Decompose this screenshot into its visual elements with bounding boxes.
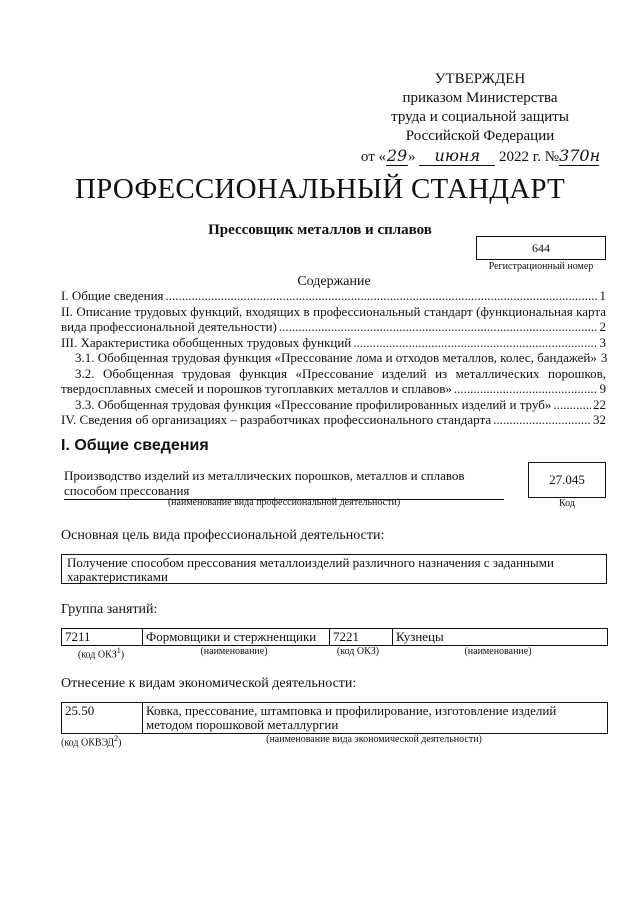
okved-code: 25.50	[62, 703, 143, 734]
approval-line: приказом Министерства	[402, 90, 558, 106]
approval-block	[340, 70, 620, 167]
goal-box: Получение способом прессования металлоизделий различного назначения с заданными характеристиками	[61, 554, 607, 584]
order-number: 370н	[559, 146, 601, 165]
toc-item[interactable]: 3.3. Обобщенная трудовая функция «Прессование профилированных изделий и труб» ..... 22	[61, 397, 606, 413]
registration-number-box: 644	[476, 236, 606, 260]
toc-item[interactable]: IV. Сведения об организациях – разработчиках профессионального стандарта ..... 32	[61, 412, 606, 428]
caption-okz-name: (наименование)	[464, 646, 532, 657]
goal-label: Основная цель вида профессиональной деятельности:	[61, 528, 385, 543]
occupation-name: Кузнецы	[393, 629, 608, 646]
toc-item[interactable]: вида профессиональной деятельности) ..... 2	[61, 319, 606, 335]
caption-okz-code: (код ОКЗ$^1$)	[77, 646, 125, 661]
occupation-group-label: Группа занятий:	[61, 602, 158, 617]
table-row	[62, 703, 608, 734]
occupation-code: 7211	[62, 629, 143, 646]
activity-caption: (наименование вида профессиональной деятельности)	[167, 497, 401, 508]
caption-okz-code: (код ОКЗ)	[336, 646, 380, 657]
approval-date: от «29» июня 2022 г. №370н	[360, 146, 601, 165]
okved-label: Отнесение к видам экономической деятельности:	[61, 676, 357, 691]
standard-name: Прессовщик металлов и сплавов	[208, 222, 432, 238]
code-caption: Код	[559, 498, 575, 509]
toc-item[interactable]: 3.1. Обобщенная трудовая функция «Прессование лома и отходов металлов, колес, бандажей» 3	[75, 350, 608, 365]
caption-okved-code: (код ОКВЭД$^2$)	[61, 734, 122, 749]
toc-item[interactable]: 3.2. Обобщенная трудовая функция «Прессование изделий из металлических порошков,	[75, 365, 606, 381]
toc-item[interactable]: III. Характеристика обобщенных трудовых функций ..... 3	[61, 335, 606, 351]
approval-line: труда и социальной защиты	[391, 109, 569, 125]
caption-okz-name: (наименование)	[200, 646, 268, 657]
date-year: 2022 г. №	[499, 149, 560, 165]
occupation-table	[61, 628, 608, 646]
occupation-code: 7221	[330, 629, 393, 646]
registration-caption: Регистрационный номер	[488, 261, 594, 272]
document-title: ПРОФЕССИОНАЛЬНЫЙ СТАНДАРТ	[75, 173, 565, 205]
approval-line: УТВЕРЖДЕН	[434, 71, 526, 87]
caption-okved-name: (наименование вида экономической деятельности)	[266, 734, 482, 745]
approval-line: Российской Федерации	[405, 128, 555, 144]
toc-item[interactable]: твердосплавных смесей и порошков тугоплавких металлов и сплавов» ..... 9	[61, 381, 606, 397]
toc-item[interactable]: II. Описание трудовых функций, входящих в профессиональный стандарт (функциональная карта	[61, 303, 606, 319]
activity-code-box: 27.045	[528, 462, 606, 498]
date-month: июня	[419, 146, 495, 166]
toc-heading: Содержание	[297, 274, 371, 289]
table-row	[62, 629, 608, 646]
date-day: 29	[386, 146, 408, 165]
table-of-contents	[61, 288, 606, 428]
activity-name: Производство изделий из металлических порошков, металлов и сплавов способом прессования	[64, 468, 504, 500]
section-heading: I. Общие сведения	[61, 437, 209, 454]
toc-item[interactable]: I. Общие сведения ..... 1	[61, 288, 606, 304]
okved-name: Ковка, прессование, штамповка и профилирование, изготовление изделий методом порошковой металлургии	[143, 703, 608, 734]
occupation-name: Формовщики и стержненщики	[143, 629, 330, 646]
okved-table	[61, 702, 608, 734]
